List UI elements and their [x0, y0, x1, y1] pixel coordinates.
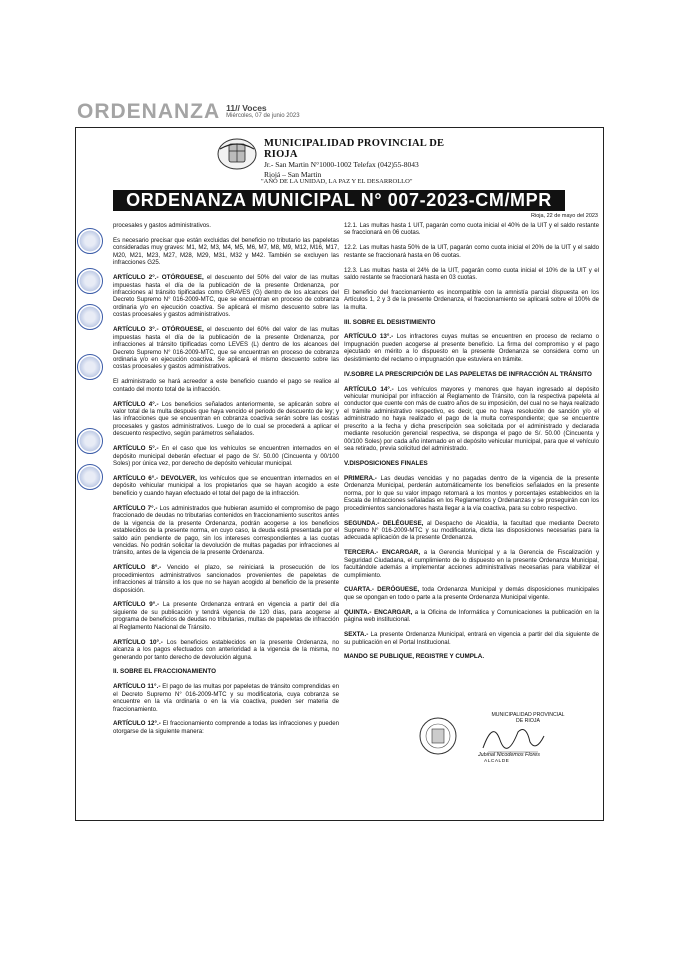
signature-entity: MUNICIPALIDAD PROVINCIAL DE RIOJA	[491, 712, 565, 724]
stamp-icon	[77, 268, 103, 294]
right-column	[344, 222, 599, 668]
article-heading: ARTÍCULO 6°.- DEVOLVER,	[113, 474, 197, 482]
article-heading: ARTÍCULO 4°.-	[113, 400, 159, 408]
paragraph	[113, 668, 339, 675]
article-heading: ARTÍCULO 12°.-	[113, 720, 161, 728]
year-motto: "AÑO DE LA UNIDAD, LA PAZ Y EL DESARROLLO"	[261, 178, 413, 185]
paragraph	[344, 267, 599, 282]
paragraph	[113, 639, 339, 661]
paragraph-text: Los administrados que hubieran asumido el compromiso de pago fraccionado de deudas no tributarias contenidos en fraccionamiento suscritos antes de la vigencia de la presente Ordenanza, podrán acogerse a los beneficios establecidos de la presente norma, en cuyo caso, la deuda está presentada por el saldo aún pendiente de pago, sin los intereses correspondientes a las cuotas vencidas. No podrán solicitar la devolución de multas pagadas por infracciones al tránsito, antes de la vigencia de la presente Ordenanza.	[113, 504, 339, 557]
article-heading: V.DISPOSICIONES FINALES	[344, 460, 428, 467]
paragraph	[344, 586, 599, 601]
paragraph-text: al Despacho de Alcaldía, la facultad que mediante Decreto Supremo N° 016-2009-MTC y su modificatoria, dicta las disposiciones necesarias para la adecuada aplicación de la presente Ordenanza.	[344, 519, 599, 542]
paragraph-text: La presente Ordenanza Municipal, entrará en vigencia a partir del día siguiente de su publicación en el Portal Institucional.	[344, 631, 599, 646]
article-heading: III. SOBRE EL DESISTIMIENTO	[344, 318, 436, 326]
newspaper-section-title: ORDENANZA	[77, 100, 221, 123]
article-heading: ARTÍCULO 2°.- OTÓRGUESE,	[113, 274, 204, 282]
stamp-icon	[77, 428, 103, 454]
ordinance-frame	[75, 127, 604, 821]
paragraph	[344, 520, 599, 542]
paragraph-text: La presente Ordenanza entrará en vigencia a partir del día siguiente de su publicación y tendrá vigencia de 120 días, para acogerse al programa de beneficios de deudas no tributarias, multas de papeletas de infracción al Reglamento Nacional de Tránsito.	[113, 601, 339, 631]
article-heading: ARTÍCULO 14°.-	[344, 385, 394, 393]
stamp-icon	[77, 354, 103, 380]
paragraph-text: procesales y gastos administrativos.	[113, 222, 211, 229]
paragraph-text: a la Oficina de Informática y Comunicaciones la publicación en la página web institucional.	[344, 608, 599, 624]
page-section: 11// Voces	[226, 103, 267, 113]
article-heading: CUARTA.- DERÓGUESE,	[344, 586, 420, 594]
article-heading: ARTÍCULO 5°.-	[113, 445, 159, 453]
paragraph-text: a la Gerencia Municipal y a la Gerencia de Fiscalización y Seguridad Ciudadana, el cumplimiento de lo dispuesto en la presente Ordenanza Municipal, facultándole además a implementar acciones administrativas necesarias para viabilizar el cumplimiento.	[344, 549, 599, 579]
municipality-name: MUNICIPALIDAD PROVINCIAL DE RIOJA	[264, 138, 445, 160]
signer-role: ALCALDE	[484, 759, 510, 764]
paragraph-text: Los beneficios establecidos en la presente Ordenanza, no alcanza a los pagos efectuados con anterioridad a la vigencia de la misma, no generando por tanto derecho de devolución alguna.	[113, 638, 339, 661]
article-heading: ARTÍCULO 9°.-	[113, 601, 160, 609]
paragraph-text: Los beneficios señalados anteriormente, se aplicarán sobre el valor total de la multa después que haya vencido el periodo de descuento de ley; y las infracciones que se encuentran en cobranza coactiva serán sobre las costas procesales y gastos administrativos. Luego de lo cual se procederá a aplicar el descuento respectivo, según parámetros señalados.	[113, 400, 339, 438]
paragraph	[113, 445, 339, 467]
article-heading: PRIMERA.-	[344, 474, 377, 482]
article-heading: MANDO SE PUBLIQUE, REGISTRE Y CUMPLA.	[344, 653, 485, 661]
paragraph	[344, 653, 599, 660]
article-heading: QUINTA.- ENCARGAR,	[344, 608, 413, 616]
article-heading: ARTÍCULO 11°.-	[113, 683, 161, 691]
paragraph-text: El beneficio del fraccionamiento es incompatible con la amnistía parcial dispuesta en los Artículos 1, 2 y 3 de la presente Ordenanza, el fraccionamiento se aplicará sobre el 100% de la multa.	[344, 288, 599, 311]
paragraph	[344, 319, 599, 326]
paragraph	[113, 326, 339, 371]
paragraph-text: El pago de las multas por papeletas de tránsito comprendidas en el Decreto Supremo N° 016-2009-MTC y su modificatoria, cuya cobranza se encuentre en la vía ordinaria o en la vía coactiva, pueden ser materia de fraccionamiento.	[113, 683, 339, 713]
article-heading: ARTÍCULO 7°.-	[113, 504, 158, 512]
article-heading: ARTÍCULO 10°.-	[113, 638, 163, 646]
paragraph-text: el descuento del 50% del valor de las multas impuestas hasta el día de la publicación de la presente Ordenanza, por infracciones al tránsito tipificadas como GRAVES (G) dentro de los alcances del Decreto Supremo N° 016-2009-MTC, que se encuentran en proceso de cobranza ordinaria y/o en ejecución coactiva. Se aplicará el mismo descuento sobre las costas procesales y gastos administrativos.	[113, 274, 339, 319]
paragraph-text: El administrado se hará acreedor a este beneficio cuando el pago se realice al contado del monto total de la infracción.	[113, 378, 339, 393]
place-date: Rioja, 22 de mayo del 2023	[531, 213, 598, 219]
paragraph	[113, 222, 339, 229]
paragraph-text: el descuento del 60% del valor de las multas impuestas hasta el día de la publicación de la presente Ordenanza, por infracciones al tránsito tipificadas como LEVES (L) dentro de los alcances del Decreto Supremo N° 016-2009-MTC, que se encuentran en proceso de cobranza ordinaria y/o en ejecución coactiva. Se aplicará el mismo descuento sobre las costas procesales y gastos administrativos.	[113, 326, 339, 371]
paragraph	[113, 683, 339, 713]
paragraph-text: En el caso que los vehículos se encuentren internados en el depósito municipal deberán efectuar el pago de S/. 50.00 (Cincuenta y 00/100 Soles) por única vez, por derecho de depósito vehicular municipal.	[113, 445, 339, 468]
paragraph	[344, 460, 599, 467]
stamp-icon	[77, 228, 103, 254]
signer-name: Jubinal Nicodemos Flores	[477, 752, 541, 758]
mayor-seal-icon	[418, 716, 458, 756]
article-heading: IV.SOBRE LA PRESCRIPCIÓN DE LAS PAPELETAS DE INFRACCIÓN AL TRÁNSITO	[344, 370, 592, 378]
paragraph	[344, 475, 599, 512]
municipality-address: Jr.- San Martin N°1000-1002 Telefax (042)55-8043	[264, 160, 419, 169]
paragraph	[113, 237, 339, 267]
municipality-city: Riojá – San Martin	[264, 170, 322, 179]
paragraph-text: 12.3. Las multas hasta el 24% de la UIT, pagarán como cuota inicial el 10% de la UIT y el saldo restante se fraccionará hasta en 03 cuotas.	[344, 266, 599, 282]
paragraph	[344, 386, 599, 453]
paragraph	[113, 564, 339, 594]
paragraph	[344, 609, 599, 624]
stamp-icon	[77, 304, 103, 330]
article-heading: ARTÍCULO 13°.-	[344, 333, 394, 341]
article-heading: SEXTA.-	[344, 631, 369, 639]
signature-block	[418, 712, 598, 772]
paragraph	[113, 401, 339, 438]
paragraph	[113, 475, 339, 497]
paragraph	[344, 631, 599, 646]
paragraph-text: Las deudas vencidas y no pagadas dentro de la vigencia de la presente Ordenanza Municipal, perderán automáticamente los beneficios señalados en la presente norma, por lo que su valor impago retornará a los montos y porcentajes establecidos en la Escala de Infracciones señaladas en los Reglamentos y Ordenanzas y se proseguirán con los procedimientos sancionadores hasta llegar a la vía coactiva, para su cobro respectivo.	[344, 474, 599, 512]
paragraph-text: los vehículos que se encuentran internados en el depósito vehicular municipal a los propietarios que se hayan acogido a este beneficio y cuando hayan efectuado el total del pago de la infracción.	[113, 474, 339, 497]
paragraph	[344, 222, 599, 237]
article-heading: II. SOBRE EL FRACCIONAMIENTO	[113, 668, 216, 676]
article-heading: SEGUNDA.- DELÉGUESE,	[344, 519, 424, 527]
paragraph	[344, 289, 599, 311]
municipal-coat-of-arms-icon	[217, 137, 257, 171]
paragraph	[113, 720, 339, 735]
paragraph	[344, 333, 599, 363]
paragraph-text: Vencido el plazo, se reiniciará la prosecución de los procedimientos administrativos sancionados provenientes de papeletas de infracciones al tránsito a los que no se hayan acogido al beneficio de la presente disposición.	[113, 564, 339, 594]
article-heading: ARTÍCULO 3°.- OTÓRGUESE,	[113, 326, 204, 334]
ordinance-title: ORDENANZA MUNICIPAL N° 007-2023-CM/MPR	[113, 190, 565, 211]
paragraph-text: 12.2. Las multas hasta 50% de la UIT, pagarán como cuota inicial el 20% de la UIT y el saldo restante se fraccionará hasta en 06 cuotas.	[344, 244, 599, 259]
article-heading: TERCERA.- ENCARGAR,	[344, 549, 421, 557]
paragraph-text: El fraccionamiento comprende a todas las infracciones y pueden otorgarse de la siguiente manera:	[113, 720, 339, 735]
paragraph-text: Es necesario precisar que están excluidas del beneficio no tributario las papeletas consideradas muy graves: M1, M2, M3, M4, M5, M6, M7, M8, M9, M12, M16, M17, M20, M21, M23, M27, M28, M29, M31, M32 y M42. También se excluyen las infracciones G25.	[113, 236, 339, 267]
paragraph	[113, 274, 339, 319]
paragraph	[344, 371, 599, 378]
municipality-header	[264, 138, 474, 180]
paragraph	[113, 378, 339, 393]
paragraph	[344, 244, 599, 259]
paragraph-text: 12.1. Las multas hasta 1 UIT, pagarán como cuota inicial el 40% de la UIT y el saldo restante se fraccionará en 06 cuotas.	[344, 222, 599, 237]
paragraph	[113, 505, 339, 557]
paragraph-text: toda Ordenanza Municipal y demás disposiciones municipales que se opongan en todo o parte a la presente Ordenanza Municipal vigente.	[344, 586, 600, 601]
page-header	[77, 100, 617, 122]
paragraph	[113, 601, 339, 631]
left-column	[113, 222, 339, 743]
publication-date: Miércoles, 07 de junio 2023	[226, 113, 300, 119]
article-heading: ARTÍCULO 8°.-	[113, 564, 162, 572]
paragraph-text: Los vehículos mayores y menores que hayan ingresado al depósito vehicular municipal por infracción al Reglamento de Tránsito, con la respectiva papeleta al conductor que cuente con más de cuatro años de su imposición, del cual no se haya realizado el trámite administrativo respectivo, es decir, que no haya resolución de sanción y/o el administrado no haya realizado el pago de la multa correspondiente; que se encuentre prescrito a la fecha y dicha prescripción sea solicitada por el administrado y declarada mediante resolución gerencial respectiva, se disponga el pago de S/. 50.00 (Cincuenta y 00/100 Soles) por cada año internado en el depósito vehicular municipal, para que el vehículo sea retirado, previa solicitud del administrado.	[344, 385, 599, 453]
stamp-icon	[77, 464, 103, 490]
paragraph-text: Los infractores cuyas multas se encuentren en proceso de reclamo o Impugnación pueden acogerse al presente beneficio. La firma del compromiso y el pago ejecutado en mérito a lo dispuesto en la presente Ordenanza se considera como un desistimiento del reclamo o impugnación que estuviera en trámite.	[344, 333, 599, 363]
paragraph	[344, 549, 599, 579]
